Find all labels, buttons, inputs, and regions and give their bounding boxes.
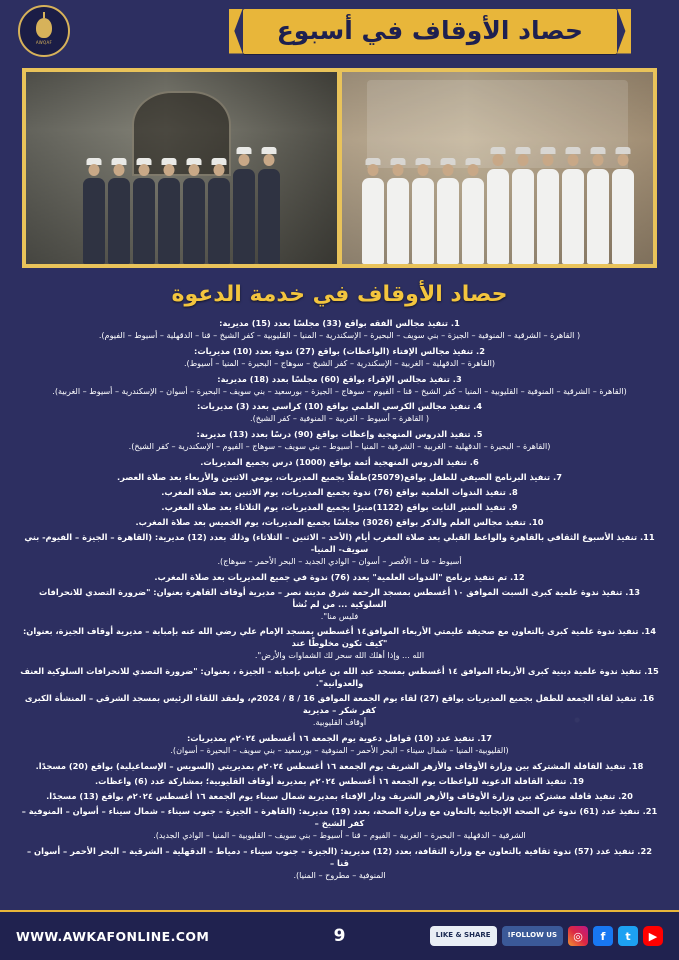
- item-main: 18. تنفيذ القافلة المشتركة بين وزارة الأوقاف والأزهر الشريف يوم الجمعة ١٦ أغسطس ٢٠٢٤م بمديريتي (السويس – الإسماعيلية) بواقع (20) مسجدًا.: [35, 760, 644, 771]
- social-links: [430, 926, 663, 946]
- page-header: [0, 0, 679, 62]
- people-row: [342, 122, 653, 264]
- list-item: [16, 805, 663, 842]
- instagram-icon[interactable]: ◎: [568, 926, 588, 946]
- item-sub: ( القاهرة – الشرقية – المنوفية – الجيزة – بني سويف – البحيرة – الإسكندرية – المنيا – القليوبية – كفر الشيخ – قنا – الدقهلية – أسيوط – الفيوم).: [98, 330, 581, 341]
- list-item: [16, 531, 663, 568]
- twitter-icon[interactable]: t: [618, 926, 638, 946]
- item-main: 1. تنفيذ مجالس الفقه بواقع (33) مجلسًا بعدد (15) مديرية:: [219, 318, 460, 328]
- list-item: [16, 456, 663, 468]
- item-main: 9. تنفيذ المنبر الثابت بواقع (1122)منبرًا بجميع المديريات، يوم الثلاثاء بعد صلاة المغرب.: [161, 501, 518, 512]
- report-list: [0, 317, 679, 881]
- lamp-shape: [36, 18, 52, 38]
- list-item: [16, 373, 663, 398]
- item-sub: المنوفية – مطروح – المنيا).: [293, 869, 386, 880]
- item-main: 17. تنفيذ عدد (10) قوافل دعوية يوم الجمعة ١٦ أغسطس ٢٠٢٤م بمديريات:: [186, 732, 493, 743]
- list-item: [16, 845, 663, 882]
- item-sub: أسيوط – قنا – الأقصر – أسوان – الوادي الجديد – البحر الأحمر – سوهاج).: [217, 555, 462, 566]
- item-sub: (القاهرة – البحيرة – الدقهلية – الغربية – الشرقية – المنيا – أسيوط – بني سويف – سوهاج – الفيوم – الإسكندرية – كفر الشيخ).: [128, 441, 551, 452]
- item-sub: ( القاهرة – أسيوط – الغربية – المنوفية – كفر الشيخ).: [250, 413, 429, 424]
- photo-strip: [22, 68, 657, 268]
- follow-us-badge[interactable]: FOLLOW US!: [502, 926, 563, 946]
- item-main: 7. تنفيذ البرنامج الصيفي للطفل بواقع(25079)طفلًا بجميع المديريات، يومي الاثنين والأربعاء بعد صلاة العصر.: [117, 471, 562, 482]
- item-sub: الله ... وإذا أهلك الله سحر لك الشماوات والأرض".: [254, 650, 425, 661]
- group-photo-right: [26, 72, 337, 264]
- list-item: [16, 501, 663, 513]
- item-main: 11. تنفيذ الأسبوع الثقافي بالقاهرة والواعظ القبلي بعد صلاة المغرب أيام (الأحد – الاثنين – الثلاثاء) وذلك بعدد (12) مديرية: (القاهرة – الجيزة – الفيوم- بني سويف- المنيا-: [24, 531, 655, 554]
- page-number: 9: [333, 926, 346, 946]
- item-sub: الشرقية – الدقهلية – البحيرة – الغربية – الفيوم – قنا – أسيوط – بني سويف – القليوبية – المنيا – الوادي الجديد).: [153, 829, 526, 840]
- list-item: [16, 571, 663, 583]
- logo-text: AWQAF: [35, 39, 53, 45]
- item-main: 21. تنفيذ عدد (61) ندوة عن الصحة الإنجابية بالتعاون مع وزارة الصحة، بعدد (19) مديرية: (القاهرة – الجيزة – جنوب سيناء – شمال سيناء – أسوان – المنوفية – كفر الشيخ –: [21, 805, 658, 828]
- item-main: 3. تنفيذ مجالس الإقراء بواقع (60) مجلسًا بعدد (18) مديرية:: [217, 373, 462, 384]
- facebook-icon[interactable]: f: [593, 926, 613, 946]
- page-footer: [0, 910, 679, 960]
- item-main: 8. تنفيذ الندوات العلمية بواقع (76) ندوة بجميع المديريات، يوم الاثنين بعد صلاة المغرب.: [161, 486, 518, 497]
- list-item: [16, 760, 663, 772]
- section-title: حصاد الأوقاف في خدمة الدعوة: [171, 282, 508, 307]
- youtube-icon[interactable]: ▶: [643, 926, 663, 946]
- list-item: [16, 400, 663, 425]
- list-item: [16, 790, 663, 802]
- item-main: 4. تنفيذ مجالس الكرسي العلمي بواقع (10) كراسي بعدد (3) مديريات:: [196, 401, 483, 412]
- list-item: [16, 428, 663, 453]
- item-main: 13. تنفيذ ندوة علمية كبرى السبت الموافق ١٠ أغسطس بمسجد الرحمة شرق مدينة نصر – مديرية أوقاف القاهرة بعنوان: "ضرورة التصدي للانحرافات السلوكية ... من لم نُشأ: [38, 586, 641, 609]
- list-item: [16, 345, 663, 370]
- list-item: [16, 486, 663, 498]
- item-main: 19. تنفيذ القافلة الدعوية للواعظات يوم الجمعة ١٦ أغسطس ٢٠٢٤م بمديرية أوقاف القليوبية؛ بمشاركة عدد (6) واعظات.: [94, 775, 585, 786]
- item-sub: أوقاف القليوبية.: [312, 717, 367, 728]
- list-item: [16, 732, 663, 757]
- page-title: حصاد الأوقاف في أسبوع: [243, 9, 617, 54]
- item-sub: (القاهرة – الشرقية – المنوفية – القليوبية – المنيا – كفر الشيخ – قنا – الفيوم – سوهاج – الجيزة – بورسعيد – بني سويف – البحيرة – أسوان – الإسكندرية – أسيوط – الغربية).: [52, 385, 627, 396]
- awqaf-logo-icon: [18, 5, 70, 57]
- item-main: 12. تم تنفيذ برنامج "الندوات العلمية" بعدد (76) ندوة في جميع المديريات بعد صلاة المغرب.: [154, 571, 525, 582]
- item-main: 2. تنفيذ مجالس الإفتاء (الواعظات) بواقع (27) ندوة بعدد (10) مديريات:: [194, 345, 485, 356]
- item-main: 20. تنفيذ قافلة مشتركة بين وزارة الأوقاف والأزهر الشريف ودار الإفتاء بمديرية شمال سيناء يوم الجمعة ١٦ أغسطس ٢٠٢٤م بواقع (13) مسجدًا.: [46, 790, 633, 801]
- item-sub: (القاهرة – الدقهلية – الغربية – الإسكندرية – كفر الشيخ – سوهاج – البحيرة – المنيا – أسيوط).: [183, 357, 496, 368]
- item-main: 6. تنفيذ الدروس المنهجية أئمة بواقع (1000) درس بجميع المديريات.: [200, 456, 479, 467]
- list-item: [16, 625, 663, 662]
- list-item: [16, 665, 663, 689]
- list-item: [16, 692, 663, 729]
- website-url[interactable]: WWW.AWKAFONLINE.COM: [16, 928, 210, 944]
- group-photo-left: [342, 72, 653, 264]
- item-main: 22. تنفيذ عدد (57) ندوة ثقافية بالتعاون مع وزارة الثقافة، بعدد (12) مديرية: (الجيزة – جنوب سيناء – دمياط – الدقهلية – الشرقية – البحر الأحمر – أسوان – قنا –: [27, 845, 652, 868]
- item-main: 15. تنفيذ ندوة علمية دينية كبرى الأربعاء الموافق ١٤ أغسطس بمسجد عبد الله بن عباس بإمبابة – الجيزة ، بعنوان: "ضرورة التصدي للانحرافات السلوكية العنف والعدوانية".: [20, 666, 659, 689]
- people-row: [26, 122, 337, 264]
- item-sub: فليس منا".: [320, 610, 359, 621]
- item-main: 10. تنفيذ مجالس العلم والذكر بواقع (3026) مجلسًا بجميع المديريات، يوم الخميس بعد صلاة المغرب.: [135, 516, 544, 527]
- item-main: 14. تنفيذ ندوة علمية كبرى بالتعاون مع صحيفة عليمتي الأربعاء الموافق١٤ أغسطس بمسجد الإمام علي رضي الله عنه بإمبابة – مديرية أوقاف الجيزة، بعنوان: "كيف تكون مخلوطًا عند: [22, 626, 657, 649]
- list-item: [16, 775, 663, 787]
- item-main: 16. تنفيذ لقاء الجمعة للطفل بجميع المديريات بواقع (27) لقاء يوم الجمعة الموافق 16 / 8 / 2024م، ولعقد اللقاء الرئيس بمسجد الشرقي – المنشأة الكبرى كفر شكر – مديرية: [24, 693, 655, 716]
- list-item: [16, 317, 663, 342]
- list-item: [16, 516, 663, 528]
- item-sub: (القليوبية- المنيا – شمال سيناء – البحر الأحمر – المنوفية – بورسعيد – بني سويف – البحيرة – أسوان).: [170, 744, 509, 755]
- list-item: [16, 471, 663, 483]
- list-item: [16, 586, 663, 623]
- item-main: 5. تنفيذ الدروس المنهجية وإعظات بواقع (90) درسًا بعدد (13) مديرية:: [196, 429, 483, 439]
- like-share-badge[interactable]: LIKE & SHARE: [430, 926, 497, 946]
